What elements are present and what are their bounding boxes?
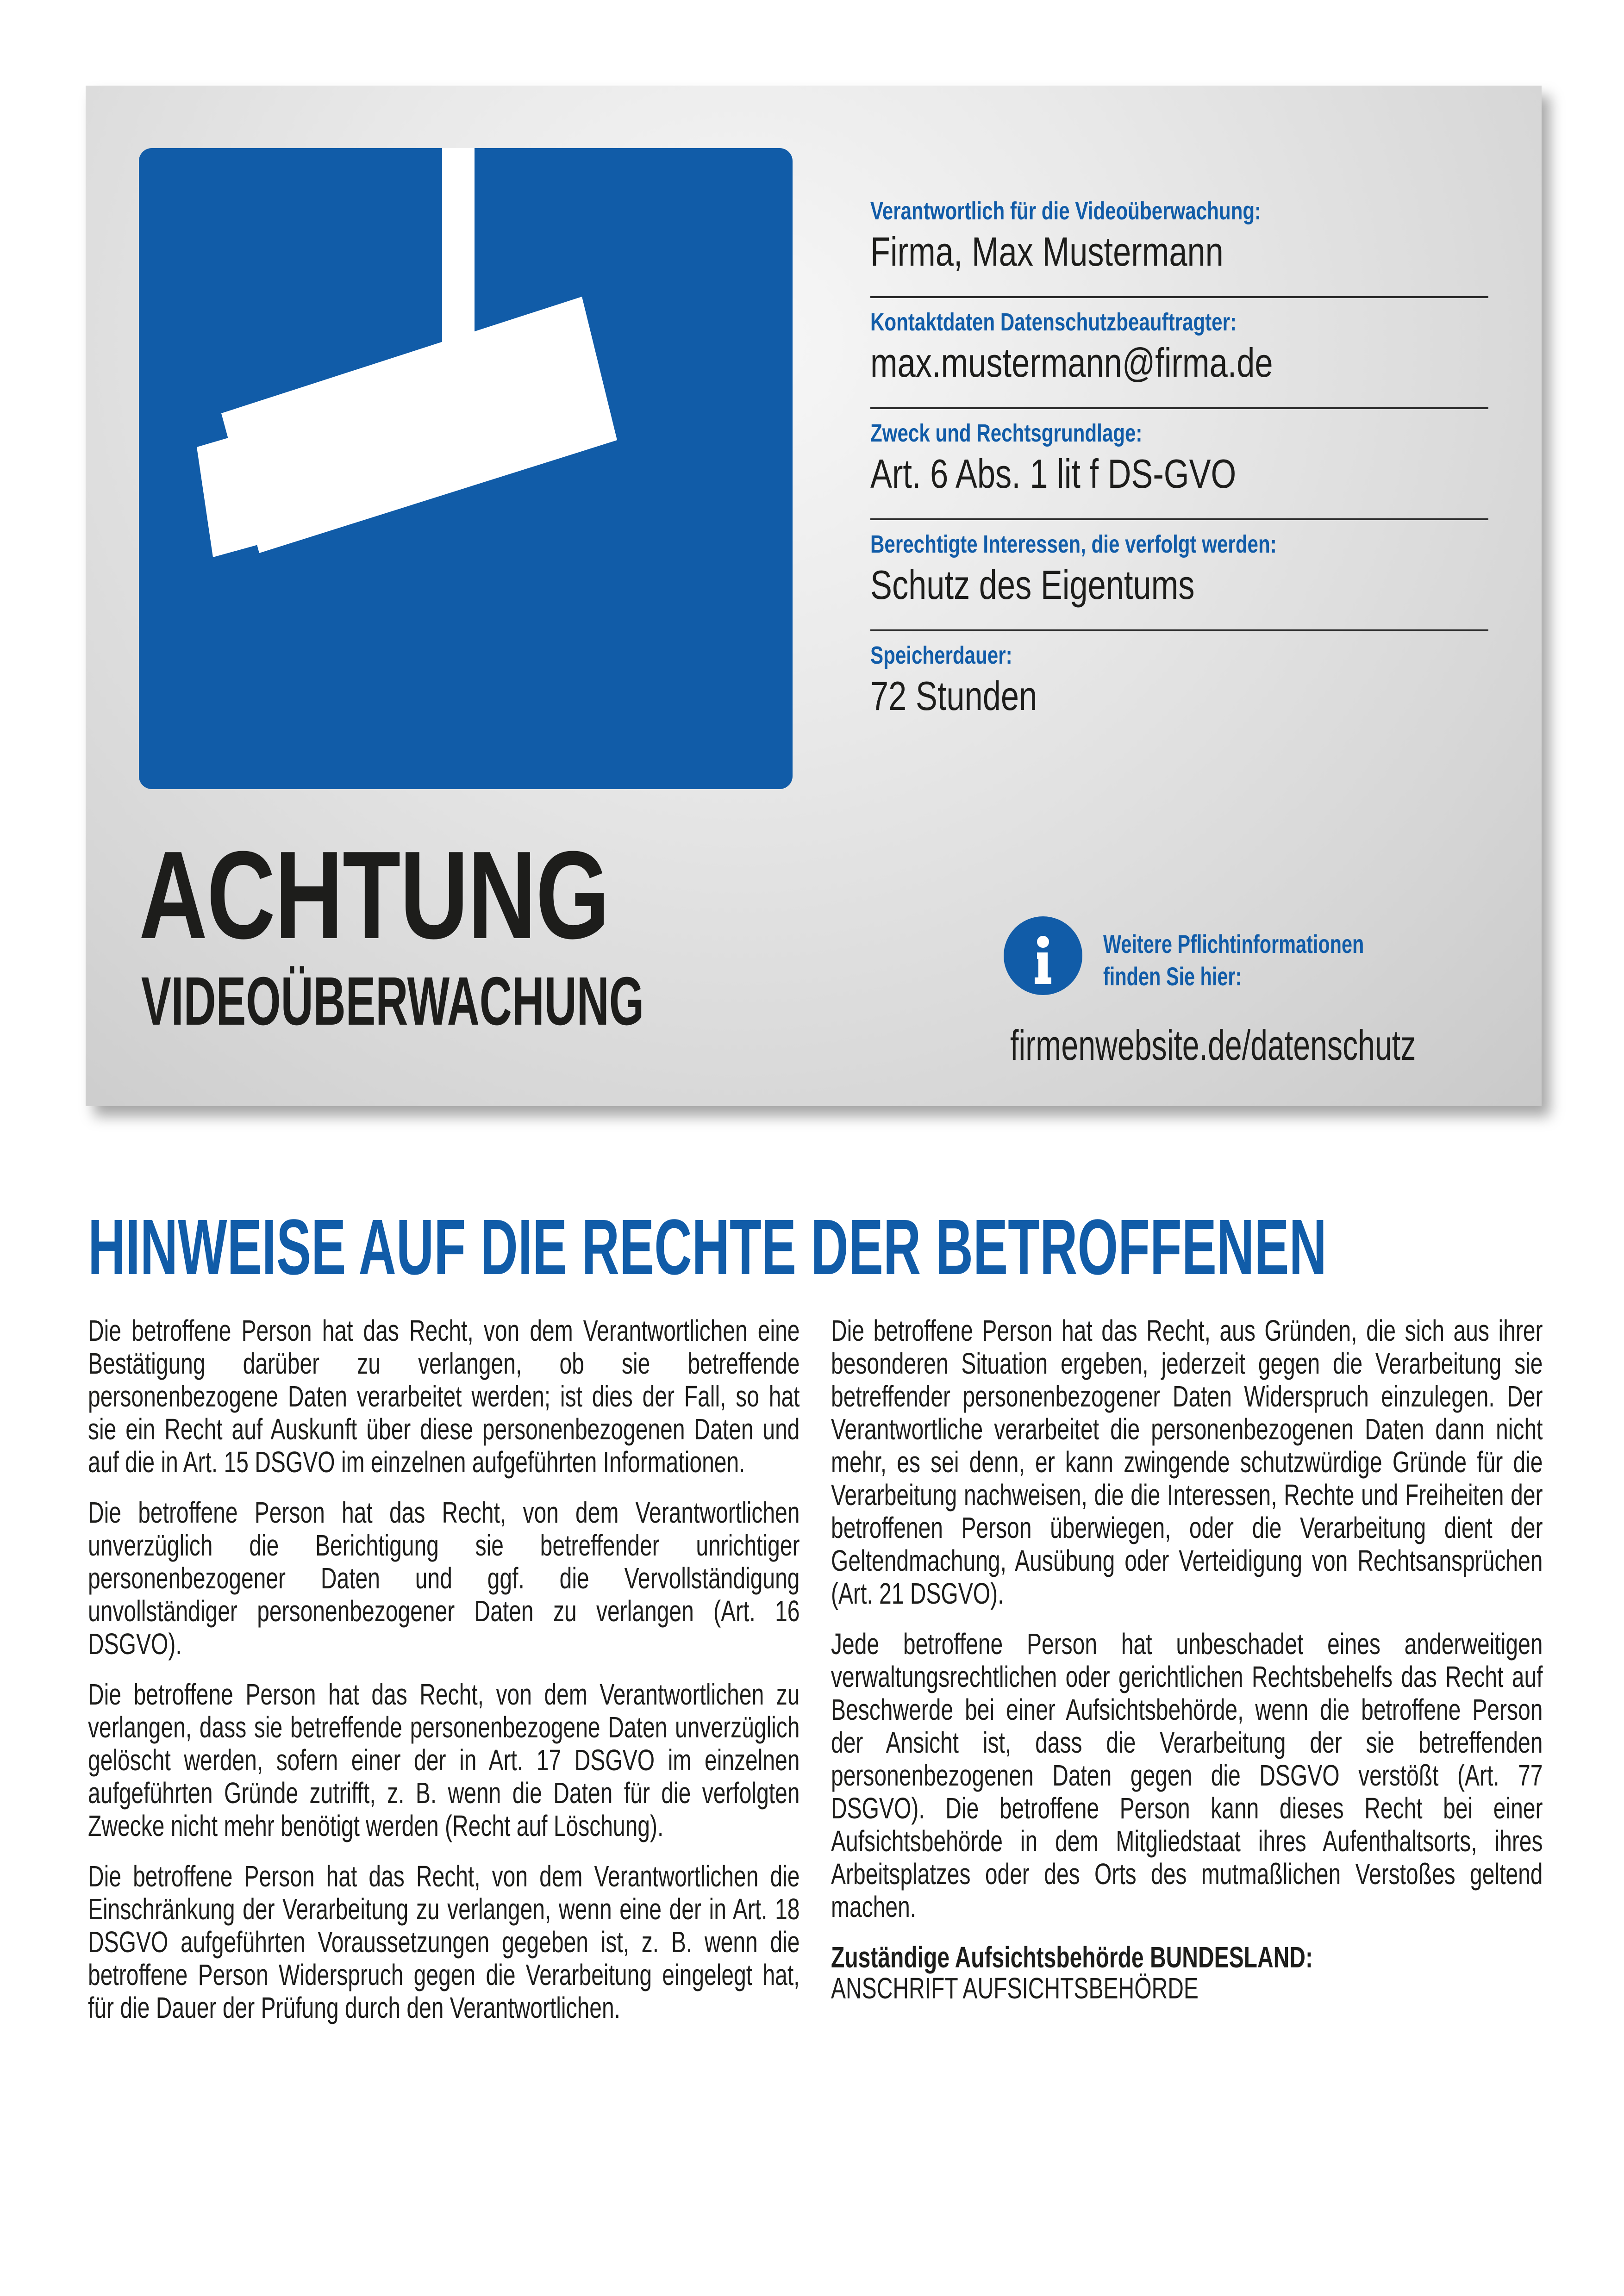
field-legitimate-interests (870, 530, 1488, 641)
field-value: Schutz des Eigentums (870, 562, 1195, 608)
field-value: Firma, Max Mustermann (870, 229, 1224, 274)
right-of-access-paragraph: Die betroffene Person hat das Recht, von dem Verantwortlichen eine Bestätigung darüber zu verlangen, ob sie betreffende personenbezogene Daten verarbeitet werden; ist dies der Fall, so hat sie ein Recht auf Auskunft über diese personenbezogenen Daten und auf die in Art. 15 DSGVO im einzelnen aufgeführten Informationen. (88, 1314, 800, 1479)
privacy-website-link[interactable]: firmenwebsite.de/datenschutz (1010, 1022, 1416, 1069)
authority-label: Zuständige Aufsichtsbehörde BUNDESLAND: (831, 1941, 1313, 1974)
field-dpo-contact (870, 308, 1488, 419)
divider (870, 629, 1488, 631)
more-info-text (1103, 928, 1364, 993)
divider (870, 518, 1488, 520)
divider (870, 407, 1488, 409)
info-icon (1004, 916, 1082, 995)
field-value: max.mustermann@firma.de (870, 340, 1273, 386)
video-surveillance-sign (86, 86, 1542, 1106)
more-info-line1: Weitere Pflichtinformationen (1103, 929, 1364, 958)
right-to-rectification-paragraph: Die betroffene Person hat das Recht, von dem Verantwortlichen unverzüglich die Berichtigung sie betreffender unrichtiger personenbezogener Daten und ggf. die Vervollständigung unvollständiger personenbezogener Daten zu verlangen (Art. 16 DSGVO). (88, 1496, 800, 1661)
right-to-restriction-paragraph: Die betroffene Person hat das Recht, von dem Verantwortlichen die Einschränkung der Verarbeitung zu verlangen, wenn eine der in Art. 18 DSGVO aufgeführten Voraussetzungen gegeben ist, z. B. wenn die betroffene Person Widerspruch gegen die Verarbeitung eingelegt hat, für die Dauer der Prüfung durch den Verantwortlichen. (88, 1860, 800, 2024)
field-value: 72 Stunden (870, 673, 1037, 719)
field-label: Verantwortlich für die Videoüberwachung: (870, 197, 1262, 225)
right-to-complain-paragraph: Jede betroffene Person hat unbeschadet eines anderweitigen verwaltungsrechtlichen oder gerichtlichen Rechtsbehelfs das Recht auf Beschwerde bei einer Aufsichtsbehörde, wenn die betroffene Person der Ansicht ist, dass die Verarbeitung der sie betreffenden personenbezogenen Daten gegen die DSGVO verstößt (Art. 77 DSGVO). Die betroffene Person kann dieses Recht bei einer Aufsichtsbehörde in dem Mitgliedstaat ihres Aufenthaltsorts, ihres Arbeitsplatzes oder des Orts des mutmaßlichen Verstoßes geltend machen. (831, 1627, 1543, 1923)
field-label: Kontaktdaten Datenschutzbeauftragter: (870, 308, 1237, 336)
sign-subtitle: VIDEOÜBERWACHUNG (141, 963, 644, 1039)
sign-title: ACHTUNG (139, 826, 609, 965)
right-to-object-paragraph: Die betroffene Person hat das Recht, aus Gründen, die sich aus ihrer besonderen Situation ergeben, jederzeit gegen die Verarbeitung sie betreffender personenbezogener Daten Widerspruch einzulegen. Der Verantwortliche verarbeitet die personenbezogenen Daten dann nicht mehr, es sei denn, er kann zwingende schutzwürdige Gründe für die Verarbeitung nachweisen, die die Interessen, Rechte und Freiheiten der betroffenen Person überwiegen, oder die Verarbeitung dient der Geltendmachung, Ausübung oder Verteidigung von Rechtsansprüchen (Art. 21 DSGVO). (831, 1314, 1543, 1610)
field-legal-basis (870, 419, 1488, 530)
field-value: Art. 6 Abs. 1 lit f DS-GVO (870, 451, 1237, 497)
field-label: Speicherdauer: (870, 641, 1012, 669)
right-to-erasure-paragraph: Die betroffene Person hat das Recht, von dem Verantwortlichen zu verlangen, dass sie betreffende personenbezogene Daten unverzüglich gelöscht werden, sofern einer der in Art. 17 DSGVO im einzelnen aufgeführten Gründe zutrifft, z. B. wenn die Daten für die verfolgten Zwecke nicht mehr benötigt werden (Recht auf Löschung). (88, 1678, 800, 1842)
field-controller (870, 197, 1488, 308)
field-retention (870, 641, 1488, 752)
field-label: Berechtigte Interessen, die verfolgt werden: (870, 530, 1277, 558)
cctv-camera-icon (139, 148, 793, 789)
field-label: Zweck und Rechtsgrundlage: (870, 419, 1143, 447)
more-info-line2: finden Sie hier: (1103, 962, 1242, 991)
rights-right-column (831, 1314, 1544, 2005)
responsibility-info (870, 197, 1488, 752)
rights-left-column (88, 1314, 801, 2042)
rights-heading: HINWEISE AUF DIE RECHTE DER BETROFFENEN (88, 1203, 1327, 1291)
camera-pictogram (139, 148, 793, 789)
divider (870, 296, 1488, 298)
authority-address: ANSCHRIFT AUFSICHTSBEHÖRDE (831, 1972, 1199, 2005)
